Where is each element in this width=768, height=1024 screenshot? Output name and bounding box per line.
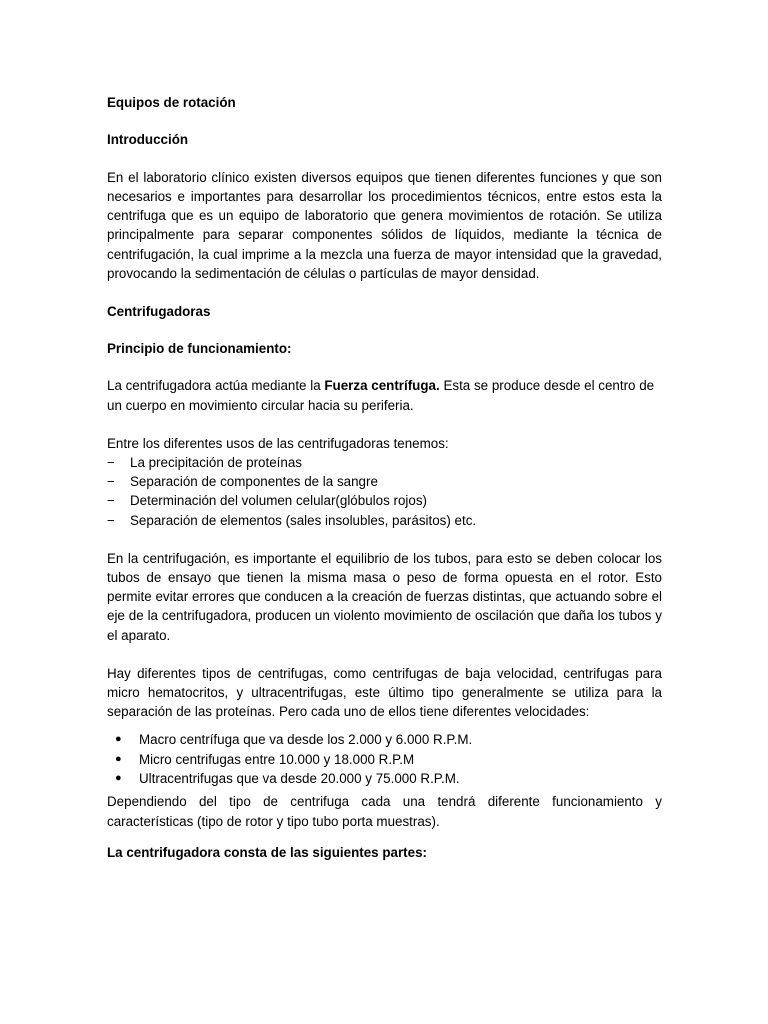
principle-heading: Principio de funcionamiento: (107, 341, 292, 357)
dash-marker: − (107, 474, 115, 490)
uses-list (107, 453, 662, 530)
dash-marker: − (107, 493, 115, 509)
types-paragraph: Hay diferentes tipos de centrifugas, como centrifugas de baja velocidad, centrifugas para micro hematocritos, y ultracentrifugas, este último tipo generalmente se utiliza para la separación de las proteínas. Pero cada uno de ellos tiene diferentes velocidades: (107, 665, 662, 720)
list-item-text: Macro centrífuga que va desde los 2.000 y 6.000 R.P.M. (139, 732, 473, 748)
list-item-text: Ultracentrifugas que va desde 20.000 y 75.000 R.P.M. (139, 771, 460, 787)
dash-marker: − (107, 512, 115, 528)
list-item-text: Micro centrifugas entre 10.000 y 18.000 R.P.M (139, 751, 415, 767)
bullet-marker: ● (115, 772, 122, 785)
list-item (107, 730, 662, 749)
list-item-text: Determinación del volumen celular(glóbulos rojos) (130, 493, 427, 509)
principle-text-end: Esta se produce desde el centro de un cuerpo en movimiento circular hacia su periferia. (107, 378, 655, 413)
parts-heading: La centrifugadora consta de las siguientes partes: (107, 844, 427, 860)
section-heading: Centrifugadoras (107, 303, 211, 319)
list-item (107, 472, 662, 491)
list-item (107, 511, 662, 530)
bullet-marker: ● (115, 733, 122, 746)
types-list (107, 730, 662, 788)
balance-paragraph: En la centrifugación, es importante el equilibrio de los tubos, para esto se deben colocar los tubos de ensayo que tienen la misma masa o peso de forma opuesta en el rotor. Esto permite evitar errores que conducen a la creación de fuerzas distintas, que actuando sobre el eje de la centrifugadora, producen un violento movimiento de oscilación que daña los tubos y el aparato. (107, 550, 662, 643)
list-item (107, 769, 662, 788)
list-item-text: La precipitación de proteínas (130, 454, 302, 470)
intro-paragraph: En el laboratorio clínico existen diversos equipos que tienen diferentes funciones y que son necesarios e importantes para desarrollar los procedimientos técnicos, entre estos esta la centrifuga que es un equipo de laboratorio que genera movimientos de rotación. Se utiliza principalmente para separar componentes sólidos de líquidos, mediante la técnica de centrifugación, la cual imprime a la mezcla una fuerza de mayor intensidad que la gravedad, provocando la sedimentación de células o partículas de mayor densidad. (107, 169, 662, 282)
document-title: Equipos de rotación (107, 95, 236, 110)
principle-text-start: La centrifugadora actúa mediante la (107, 378, 325, 394)
list-item (107, 750, 662, 769)
list-item-text: Separación de elementos (sales insolubles, parásitos) etc. (130, 512, 477, 528)
list-item-text: Separación de componentes de la sangre (130, 474, 378, 490)
dash-marker: − (107, 454, 115, 470)
bullet-marker: ● (115, 752, 122, 765)
intro-heading: Introducción (107, 132, 189, 148)
uses-intro: Entre los diferentes usos de las centrifugadoras tenemos: (107, 435, 449, 451)
list-item (107, 491, 662, 510)
depends-paragraph: Dependiendo del tipo de centrifuga cada una tendrá diferente funcionamiento y características (tipo de rotor y tipo tubo porta muestras). (107, 794, 662, 829)
principle-paragraph (107, 376, 662, 415)
principle-bold-term: Fuerza centrífuga. (324, 378, 440, 394)
list-item (107, 453, 662, 472)
